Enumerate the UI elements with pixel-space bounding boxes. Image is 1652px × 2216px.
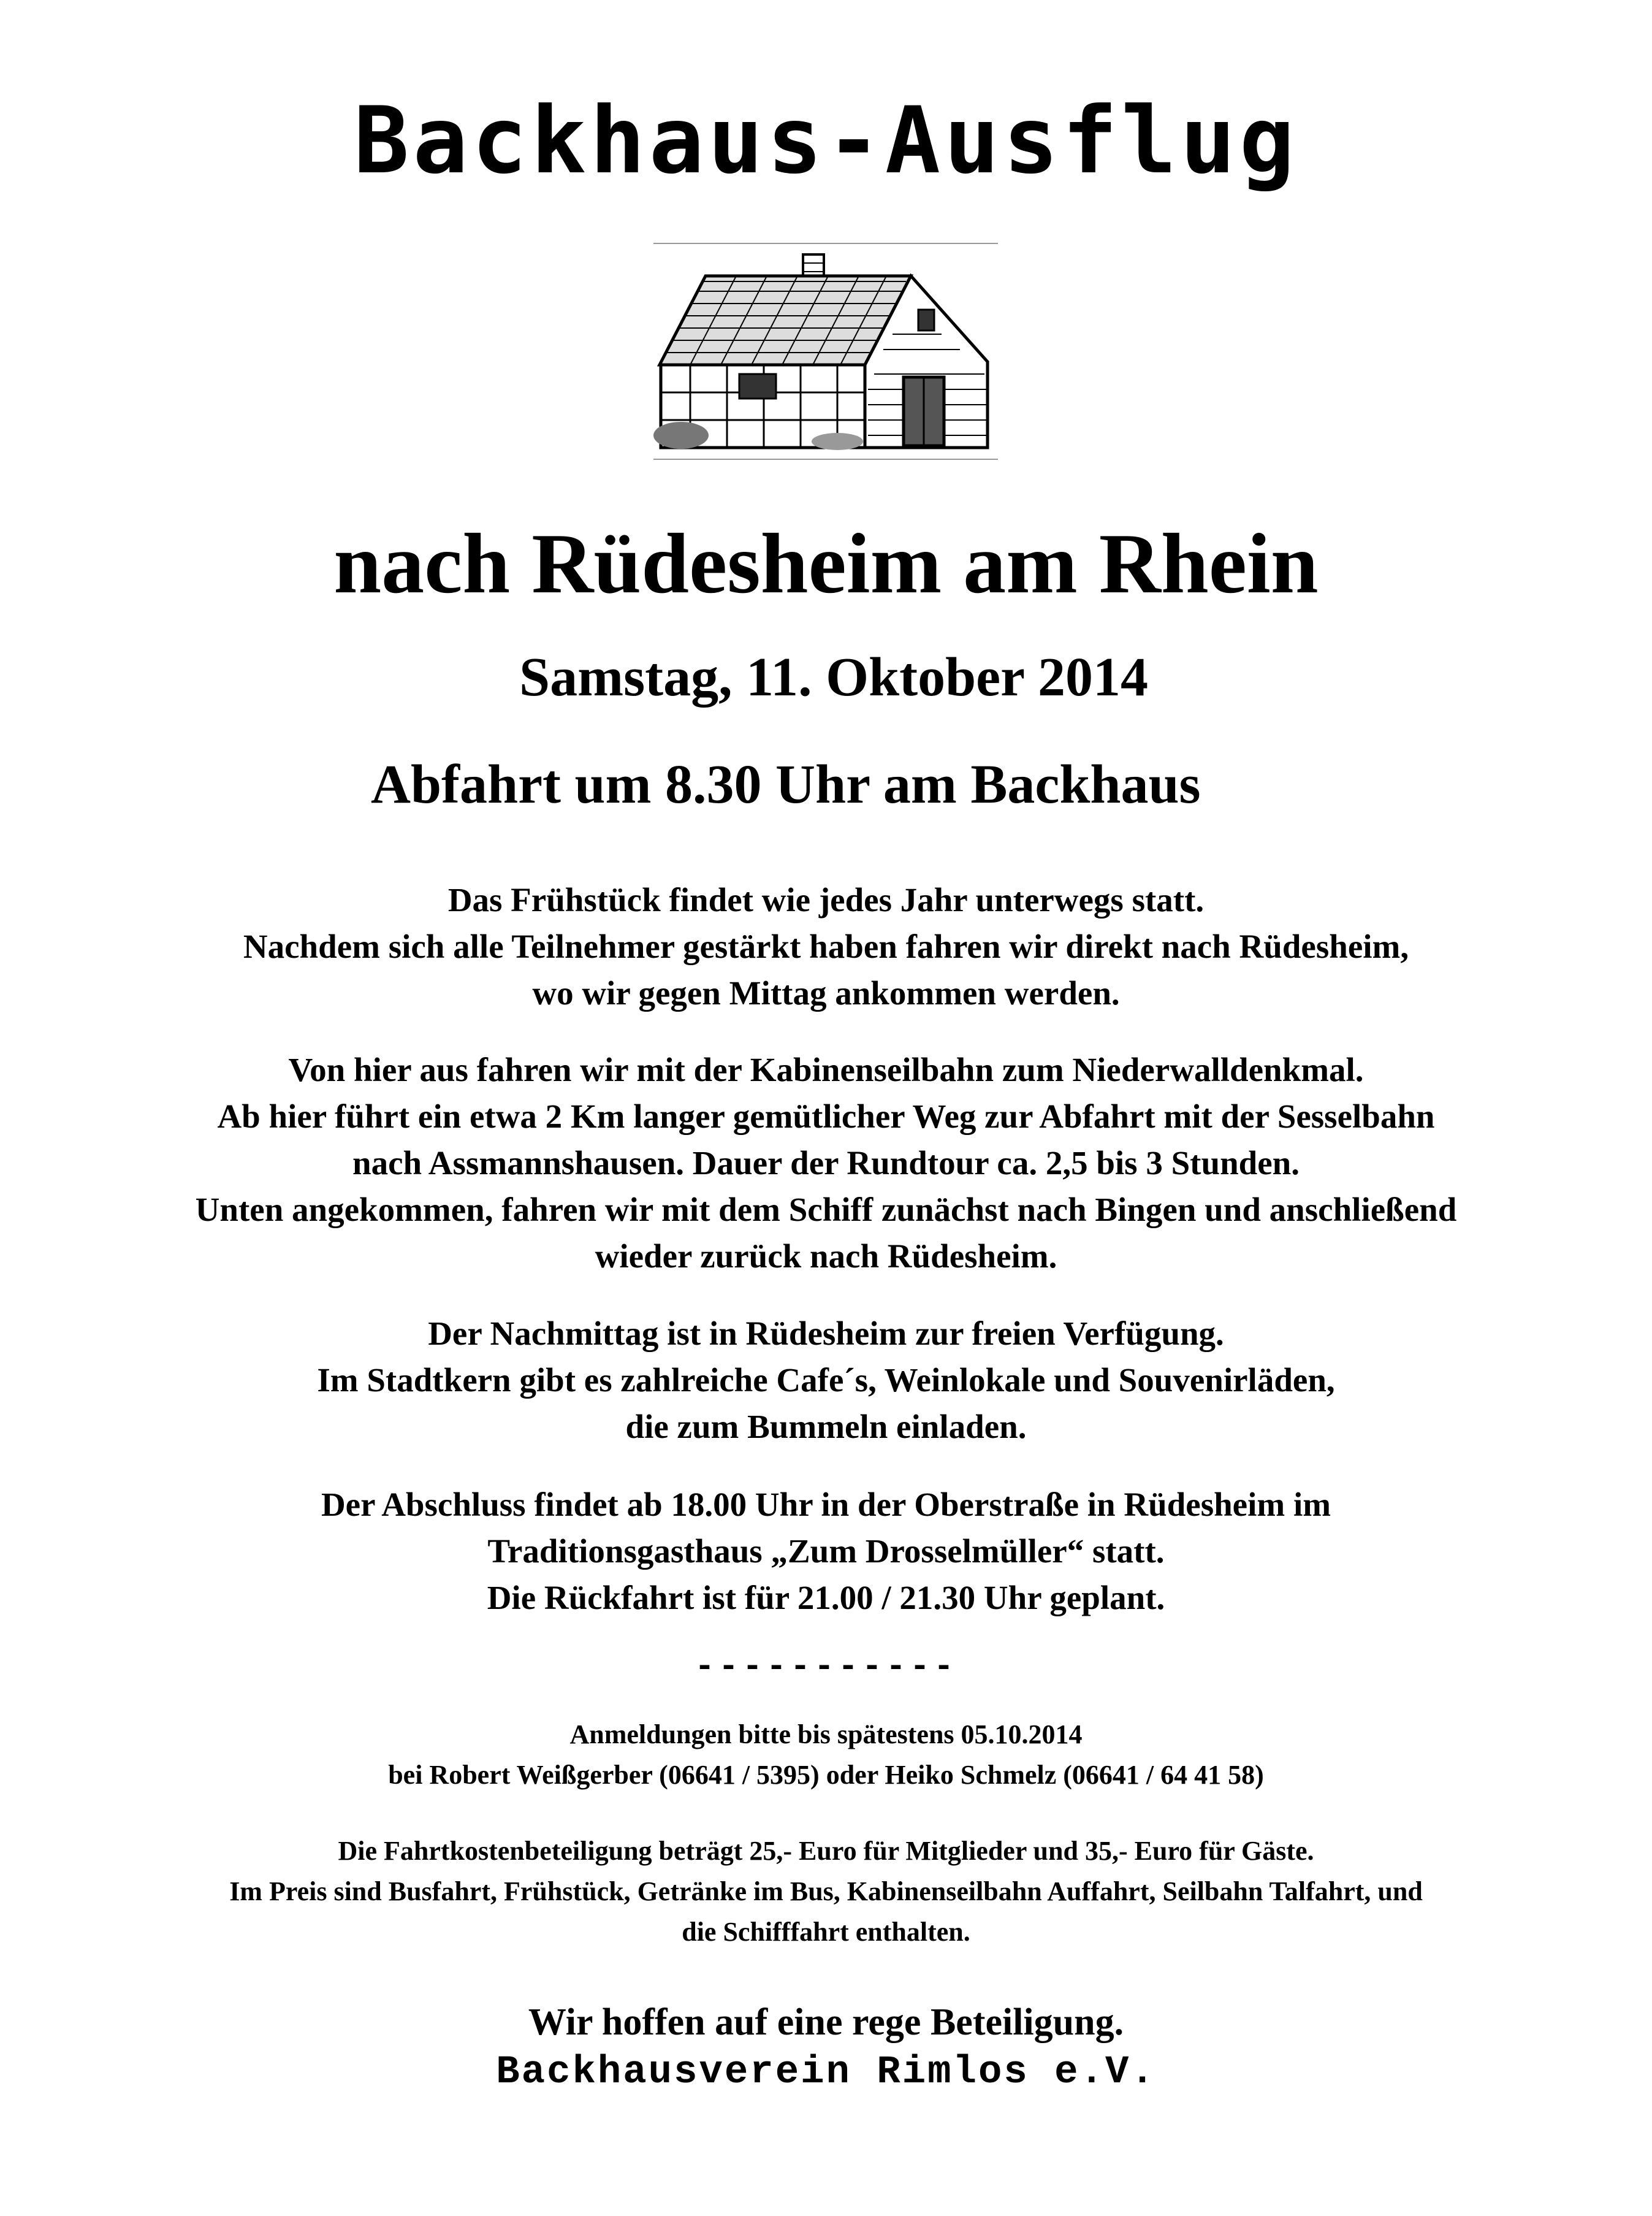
text-line: Die Fahrtkostenbeteiligung beträgt 25,- Euro für Mitglieder und 35,- Euro für Gäste. [338, 1836, 1314, 1866]
cost-info [0, 1831, 1652, 1952]
text-line: die zum Bummeln einladen. [625, 1408, 1027, 1445]
paragraph-breakfast [0, 877, 1652, 1017]
destination-heading: nach Rüdesheim am Rhein [333, 516, 1319, 611]
text-line: Ab hier führt ein etwa 2 Km langer gemütlicher Weg zur Abfahrt mit der Sesselbahn [217, 1098, 1435, 1135]
text-line: bei Robert Weißgerber (06641 / 5395) oder Heiko Schmelz (06641 / 64 41 58) [388, 1760, 1264, 1790]
text-line: nach Assmannshausen. Dauer der Rundtour ca. 2,5 bis 3 Stunden. [352, 1144, 1300, 1182]
text-line: Das Frühstück findet wie jedes Jahr unterwegs statt. [447, 881, 1205, 919]
text-line: Anmeldungen bitte bis spätestens 05.10.2014 [569, 1719, 1083, 1749]
text-line: Unten angekommen, fahren wir mit dem Schiff zunächst nach Bingen und anschließend [195, 1191, 1457, 1228]
text-line: Die Rückfahrt ist für 21.00 / 21.30 Uhr geplant. [487, 1579, 1165, 1616]
text-line: Nachdem sich alle Teilnehmer gestärkt haben fahren wir direkt nach Rüdesheim, [243, 928, 1409, 965]
bakehouse-drawing-icon [653, 242, 998, 460]
paragraph-closing-event [0, 1481, 1652, 1621]
text-line: Der Abschluss findet ab 18.00 Uhr in der Oberstraße in Rüdesheim im [321, 1486, 1331, 1523]
text-line: wieder zurück nach Rüdesheim. [595, 1237, 1057, 1275]
separator: ----------- [694, 1648, 958, 1686]
organization-signature: Backhausverein Rimlos e.V. [496, 2050, 1156, 2095]
paragraph-tour [0, 1047, 1652, 1280]
text-line: Im Stadtkern gibt es zahlreiche Cafe´s, Weinlokale und Souvenirläden, [317, 1361, 1335, 1399]
text-line: Von hier aus fahren wir mit der Kabinenseilbahn zum Niederwalldenkmal. [288, 1051, 1364, 1088]
event-date: Samstag, 11. Oktober 2014 [519, 647, 1148, 708]
registration-info [0, 1714, 1652, 1795]
paragraph-afternoon [0, 1310, 1652, 1450]
text-line: Traditionsgasthaus „Zum Drosselmüller“ statt. [487, 1532, 1165, 1570]
text-line: die Schifffahrt enthalten. [682, 1917, 970, 1947]
text-line: Der Nachmittag ist in Rüdesheim zur freien Verfügung. [428, 1315, 1224, 1352]
text-line: wo wir gegen Mittag ankommen werden. [532, 974, 1120, 1012]
flyer-title: Backhaus-Ausflug [354, 88, 1298, 194]
departure-info: Abfahrt um 8.30 Uhr am Backhaus [371, 754, 1201, 815]
text-line: Im Preis sind Busfahrt, Frühstück, Getränke im Bus, Kabinenseilbahn Auffahrt, Seilbahn Talfahrt, und [229, 1876, 1423, 1906]
closing-line: Wir hoffen auf eine rege Beteiligung. [528, 2001, 1124, 2043]
